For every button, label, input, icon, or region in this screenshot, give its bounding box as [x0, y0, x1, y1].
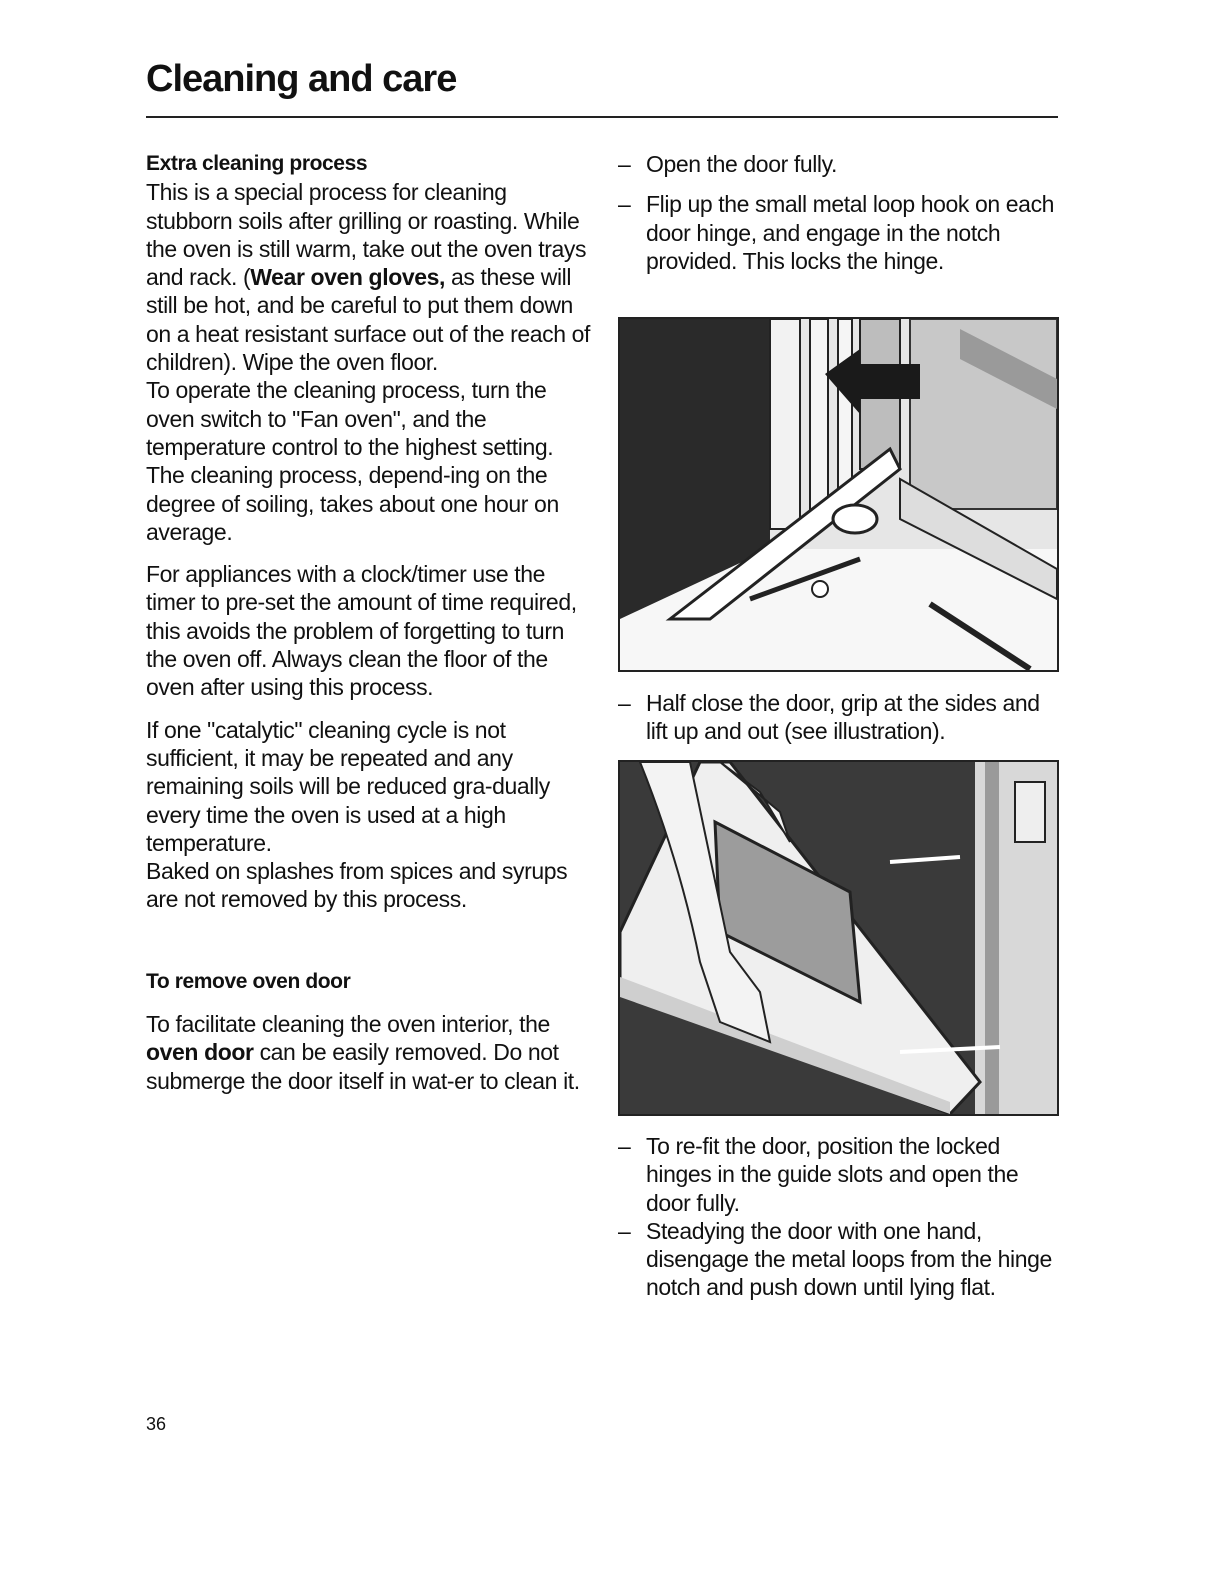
- extra-cleaning-paragraph-1: This is a special process for cleaning stubborn soils after grilling or roasting. While the oven is still warm, take out the oven trays and rack. (Wear oven gloves, as these will still be hot, and be careful to put them down on a heat resistant surface out of the reach of children). Wipe the oven floor.: [146, 179, 591, 376]
- page-number: 36: [146, 1414, 167, 1434]
- remove-door-heading: To remove oven door: [146, 969, 351, 993]
- step-disengage-loops: – Steadying the door with one hand, disengage the metal loops from the hinge notch and push down until lying flat.: [618, 1217, 1052, 1301]
- right-column-middle: [618, 689, 1063, 746]
- step-flip-hook: – Flip up the small metal loop hook on each door hinge, and engage in the notch provided. This locks the hinge.: [618, 191, 1055, 274]
- right-column-top: [618, 150, 1063, 275]
- extra-cleaning-paragraph-4: If one "catalytic" cleaning cycle is not sufficient, it may be repeated and any remaining soils will be reduced gra-dually every time the oven is used at a high temperature.: [146, 716, 550, 856]
- remove-door-paragraph: To facilitate cleaning the oven interior, the oven door can be easily removed. Do not submerge the door itself in wat-er to clean it.: [146, 1011, 580, 1094]
- title-divider: [146, 116, 1058, 118]
- door-removal-illustration: [618, 760, 1059, 1116]
- step-lift-door: – Half close the door, grip at the sides and lift up and out (see illustration).: [618, 690, 1040, 745]
- hinge-illustration: [618, 317, 1059, 672]
- extra-cleaning-paragraph-2: To operate the cleaning process, turn the oven switch to "Fan oven", and the temperature control to the highest setting. The cleaning process, depend-ing on the degree of soiling, takes about one hour on average.: [146, 377, 559, 545]
- page-title: Cleaning and care: [146, 58, 457, 100]
- step-refit-door: – To re-fit the door, position the locked hinges in the guide slots and open the door fully.: [618, 1133, 1019, 1216]
- step-open-door: – Open the door fully.: [618, 151, 838, 177]
- left-column: [146, 150, 591, 1095]
- extra-cleaning-paragraph-5: Baked on splashes from spices and syrups are not removed by this process.: [146, 858, 568, 913]
- extra-cleaning-heading: Extra cleaning process: [146, 152, 368, 175]
- extra-cleaning-paragraph-3: For appliances with a clock/timer use the timer to pre-set the amount of time required, this avoids the problem of forgetting to turn the oven off. Always clean the floor of the oven after using this process.: [146, 561, 577, 701]
- right-column-bottom: [618, 1132, 1063, 1302]
